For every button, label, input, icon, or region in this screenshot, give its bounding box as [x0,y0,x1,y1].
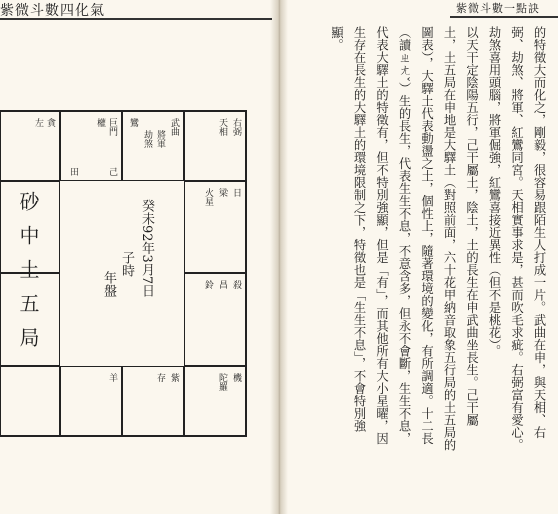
ziwei-chart [0,110,247,437]
star-label: 巨門 [107,118,117,136]
chart-cell-mid-right1 [184,181,246,273]
chart-cell-bot-mid2 [122,366,184,436]
text-column: （讀ㄓㄤˇ）生的長生，代表生生不息，不意含多，但永不會斷，生生不息， [397,26,411,445]
chart-cell-top-left [0,111,60,181]
text-column: 顯。 [329,26,344,51]
chart-cell-mid-right2 [184,273,246,366]
chart-type: 年盤 [101,271,116,297]
text-column: 圖表），大驛土代表動盪之土，個性上，隨著環境的變化，有所調適。十二長 [419,26,434,445]
star-label: 鸞 [128,118,138,127]
star-label: 右弼 [231,118,241,136]
star-label: 權 [95,118,105,127]
star-label: 劫煞 [142,130,152,148]
star-label: 陀羅 [217,373,227,391]
star-label: 日 [231,188,241,197]
right-header-rule [450,16,558,18]
palace-label: 田 [68,167,78,176]
text-column: 以天干定陰陽五行，己干屬土，陰土，土的長生在申武曲坐長生。己干屬 [464,26,479,426]
text-column: 土，土五局在申地是大驛土（對照前面，六十花甲納音取象五行局的土五局的 [442,26,456,451]
star-label: 將軍 [155,130,165,148]
star-label: 機 [231,373,241,382]
star-label: 梁 [217,188,227,197]
chart-cell-bot-left [0,366,60,436]
star-label: 武曲 [169,118,179,136]
chart-cell-bot-mid1 [60,366,122,436]
element-bureau: 砂中土五局 [16,191,40,361]
star-label: 天相 [217,118,227,136]
stem-label: 己 [107,167,117,176]
left-running-header: 紫微斗數四化氣 [0,3,105,19]
text-column: 生存在長生的大驛土的環境限制之下，特徵也是「生生不息」，不會特別強 [352,26,366,433]
text-column: 弼、劫煞、將軍、紅鸞同宮。天相實事求是，甚而吹毛求疵。右弼富有愛心。 [509,26,524,451]
chart-cell-top-mid2 [122,111,184,181]
chart-cell-top-mid1 [60,111,122,181]
birth-hour: 子時 [119,251,134,277]
star-label: 存 [155,373,165,382]
star-label: 火星 [203,188,213,206]
right-running-header: 紫微斗數一點訣 [456,2,540,15]
text-column: 代表大驛土的特徵有，但不特別強顯，但是「有」，而其他所有大小星曜，因 [374,26,389,445]
star-label: 昌 [217,280,227,289]
book-gutter [270,0,288,514]
star-label: 殺 [231,280,241,289]
star-label: 左 [33,118,43,127]
birth-date: 癸未92年3月7日 [139,199,154,298]
star-label: 貪 [45,118,55,127]
star-label: 紫 [169,373,179,382]
star-label: 羊 [107,373,117,382]
chart-cell-top-right [184,111,246,181]
text-column: 的特徵大而化之，剛毅，很容易跟陌生人打成一片。武曲在申，與天相、右 [532,26,546,439]
star-label: 鈴 [203,280,213,289]
chart-cell-bot-right [184,366,246,436]
left-header-rule [0,18,272,20]
text-column: 劫煞喜用頭腦，將軍倔強，紅鸞喜接近異性（但不是桃花）。 [487,26,501,358]
